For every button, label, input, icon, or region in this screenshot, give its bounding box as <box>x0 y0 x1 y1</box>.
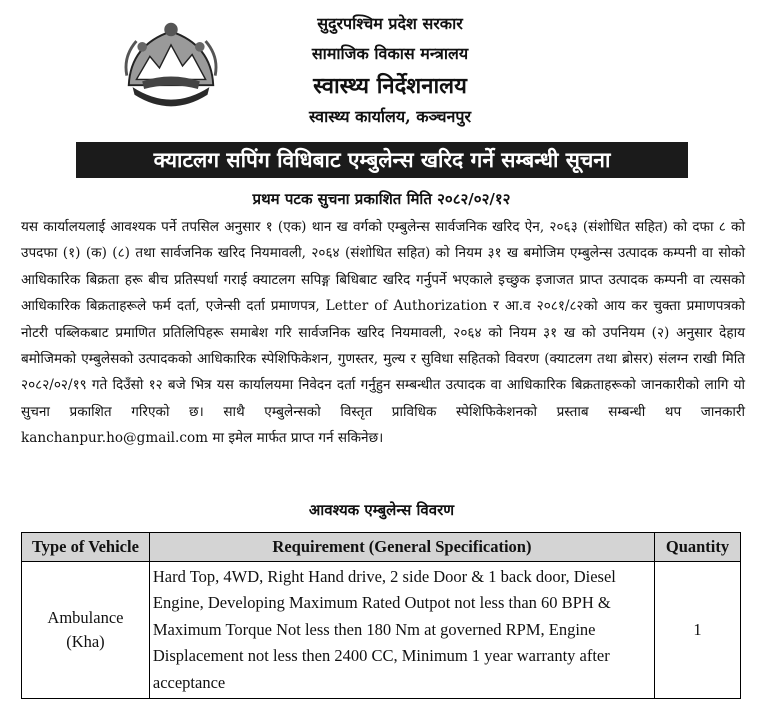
notice-title: क्याटलग सपिंग विधिबाट एम्बुलेन्स खरिद गर्ने सम्बन्धी सूचना <box>153 147 611 172</box>
cell-quantity: 1 <box>655 562 741 699</box>
cell-requirement: Hard Top, 4WD, Right Hand drive, 2 side Door & 1 back door, Diesel Engine, Developing Maximum Rated Outpot not less than 60 BPH & Maximum Torque Not less then 180 Nm at governed RPM, Engine Displacement not less then 2400 CC, Minimum 1 year warranty after acceptance <box>149 562 654 699</box>
vehicle-class: (Kha) <box>66 632 105 652</box>
table-row <box>22 562 741 699</box>
vehicle-type: Ambulance <box>47 608 124 628</box>
government-name: सुदुरपश्चिम प्रदेश सरकार <box>317 14 463 33</box>
publication-date-line: प्रथम पटक सुचना प्रकाशित मिति २०८२/०२/१२ <box>252 190 511 208</box>
office-name: स्वास्थ्य कार्यालय, कञ्चनपुर <box>308 107 472 126</box>
cell-vehicle <box>22 562 150 699</box>
notice-body: यस कार्यालयलाई आवश्यक पर्ने तपसिल अनुसार १ (एक) थान ख वर्गको एम्बुलेन्स सार्वजनिक खरिद ऐन, २०६३ (संशोधित सहित) को दफा ८ को उपदफा (१) (क) (८) तथा सार्वजनिक खरिद नियमावली, २०६४ (संशोधित सहित) को नियम ३१ ख बमोजिम एम्बुलेन्स उत्पादक कम्पनी वा सोको आधिकारिक बिक्रता हरू बीच प्रतिस्पर्धा गराई क्याटलग सपिङ्ग बिधिबाट खरिद गर्नुपर्ने भएकाले इच्छुक इजाजत प्राप्त उत्पादक कम्पनी वा त्यसको आधिकारिक बिक्रताहरूले फर्म दर्ता, एजेन्सी दर्ता प्रमाणपत्र, Letter of Authorization र आ.व २०८१/८२को आय कर चुक्ता प्रमाणपत्रको नोटरी पब्लिकबाट प्रमाणित प्रतिलिपिहरू समाबेश गरि सार्वजनिक खरिद नियमावली, २०६४ को नियम ३१ ख को उपनियम (२) अनुसार देहाय बमोजिमको एम्बुलेसको उत्पादकको आधिकारिक स्पेशिफिकेशन, गुणस्तर, मुल्य र सुविधा सहितको विवरण (क्याटलग तथा ब्रोसर) संलग्न राखी मिति २०८२/०२/१९ गते दिउँसो १२ बजे भित्र यस कार्यालयमा निवेदन दर्ता गर्नुहुन सम्बन्धीत उत्पादक वा आधिकारिक बिक्रताहरूको जानकारीको लागि यो सुचना प्रकाशित गरिएको छ। साथै एम्बुलेन्सको विस्तृत प्राविधिक स्पेशिफिकेशनको प्रस्ताब सम्बन्धी थप जानकारी kanchanpur.ho@gmail.com मा इमेल मार्फत प्राप्त गर्न सकिनेछ। <box>21 219 745 447</box>
table-header-row <box>22 533 741 562</box>
notice-title-banner <box>76 142 688 178</box>
directorate-name: स्वास्थ्य निर्देशनालय <box>313 73 467 99</box>
ministry-name: सामाजिक विकास मन्त्रालय <box>311 44 469 63</box>
header-requirement: Requirement (General Specification) <box>149 533 654 562</box>
nepal-emblem-icon <box>122 18 220 114</box>
header-quantity: Quantity <box>655 533 741 562</box>
ambulance-spec-table <box>21 532 741 699</box>
header-vehicle: Type of Vehicle <box>22 533 150 562</box>
section-title: आवश्यक एम्बुलेन्स विवरण <box>308 501 455 519</box>
